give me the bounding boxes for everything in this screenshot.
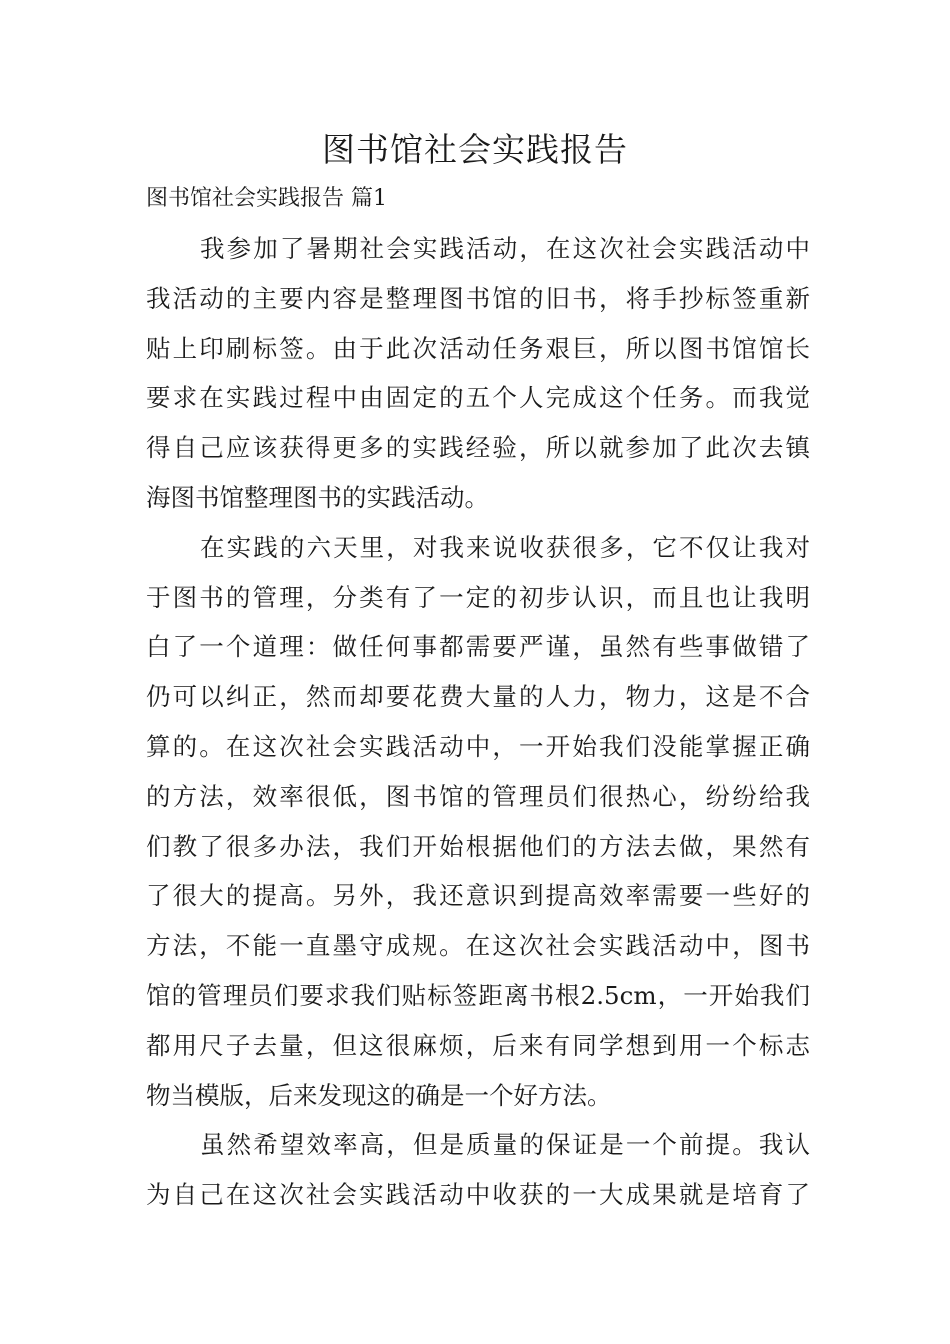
document-body bbox=[146, 229, 810, 1225]
paragraph-line: 于图书的管理，分类有了一定的初步认识，而且也让我明 bbox=[146, 582, 810, 612]
section-subtitle: 图书馆社会实践报告 篇1 bbox=[146, 186, 387, 211]
paragraph-line: 馆的管理员们要求我们贴标签距离书根2.5cm，一开始我们 bbox=[146, 980, 810, 1010]
paragraph-line: 了很大的提高。另外，我还意识到提高效率需要一些好的 bbox=[146, 881, 810, 911]
paragraph-line: 海图书馆整理图书的实践活动。 bbox=[146, 482, 489, 512]
paragraph-line: 得自己应该获得更多的实践经验，所以就参加了此次去镇 bbox=[146, 433, 810, 463]
paragraph-3 bbox=[146, 1125, 810, 1225]
paragraph-line: 要求在实践过程中由固定的五个人完成这个任务。而我觉 bbox=[146, 383, 810, 413]
paragraph-line: 在实践的六天里，对我来说收获很多，它不仅让我对 bbox=[200, 532, 810, 562]
paragraph-line: 我活动的主要内容是整理图书馆的旧书，将手抄标签重新 bbox=[146, 283, 810, 313]
paragraph-line: 仍可以纠正，然而却要花费大量的人力，物力，这是不合 bbox=[146, 682, 810, 712]
paragraph-line: 为自己在这次社会实践活动中收获的一大成果就是培育了 bbox=[146, 1180, 810, 1210]
paragraph-line: 都用尺子去量，但这很麻烦，后来有同学想到用一个标志 bbox=[146, 1030, 810, 1060]
paragraph-line: 们教了很多办法，我们开始根据他们的方法去做，果然有 bbox=[146, 831, 810, 861]
paragraph-line: 物当模版，后来发现这的确是一个好方法。 bbox=[146, 1080, 612, 1110]
paragraph-line: 算的。在这次社会实践活动中，一开始我们没能掌握正确 bbox=[146, 731, 810, 761]
paragraph-line: 方法，不能一直墨守成规。在这次社会实践活动中，图书 bbox=[146, 931, 810, 961]
paragraph-line: 的方法，效率很低，图书馆的管理员们很热心，纷纷给我 bbox=[146, 781, 810, 811]
paragraph-2 bbox=[146, 528, 810, 1126]
paragraph-1 bbox=[146, 229, 810, 528]
document-title: 图书馆社会实践报告 bbox=[322, 130, 628, 169]
paragraph-line: 我参加了暑期社会实践活动，在这次社会实践活动中 bbox=[200, 234, 810, 263]
paragraph-line: 虽然希望效率高，但是质量的保证是一个前提。我认 bbox=[200, 1130, 810, 1160]
paragraph-line: 贴上印刷标签。由于此次活动任务艰巨，所以图书馆馆长 bbox=[146, 333, 810, 363]
paragraph-line: 白了一个道理：做任何事都需要严谨，虽然有些事做错了 bbox=[146, 632, 810, 662]
